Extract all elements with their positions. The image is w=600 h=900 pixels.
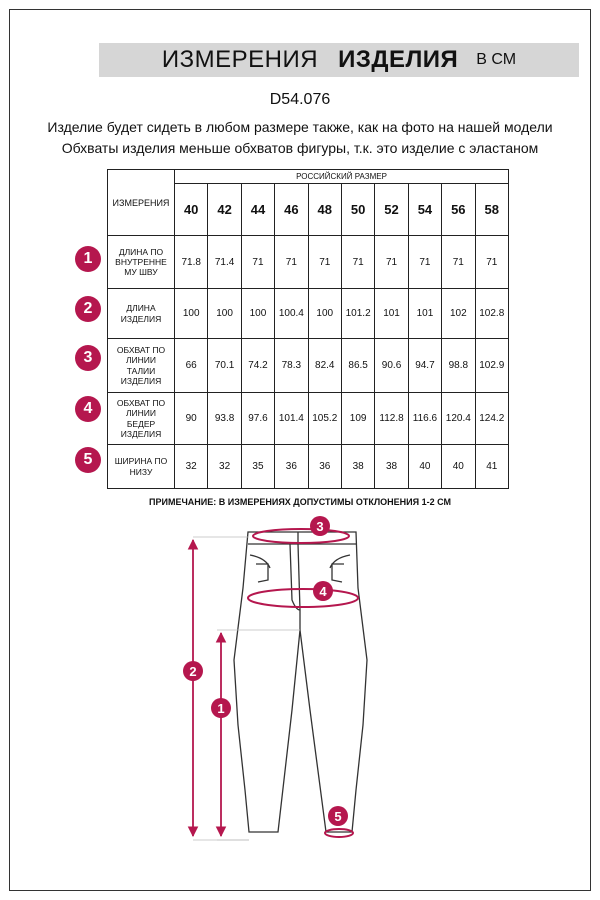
article-number: D54.076 <box>269 91 331 108</box>
marker-hip <box>313 581 333 601</box>
value-cell: 71 <box>375 236 408 289</box>
row-number-badge: 2 <box>75 296 101 322</box>
value-cell: 71 <box>241 236 274 289</box>
value-cell: 102.8 <box>475 289 508 339</box>
value-cell: 71 <box>275 236 308 289</box>
marker-length <box>183 661 203 681</box>
value-cell: 32 <box>208 445 241 489</box>
size-header: 42 <box>208 184 241 236</box>
value-cell: 66 <box>175 339 208 393</box>
value-cell: 100.4 <box>275 289 308 339</box>
value-cell: 71.8 <box>175 236 208 289</box>
row-label-line: ДЛИНА ПО <box>118 246 164 257</box>
size-header: 56 <box>442 184 475 236</box>
title-normal: ИЗМЕРЕНИЯ <box>161 46 319 73</box>
svg-text:4: 4 <box>319 584 327 599</box>
row-label-line: ИЗДЕЛИЯ <box>120 313 162 324</box>
row-label-line: ИЗДЕЛИЯ <box>120 428 162 439</box>
measure-header: ИЗМЕРЕНИЯ <box>108 170 175 236</box>
value-cell: 100 <box>241 289 274 339</box>
row-number-badge: 3 <box>75 345 101 371</box>
row-label <box>108 339 175 393</box>
value-cell: 90 <box>175 393 208 445</box>
size-header: 54 <box>408 184 441 236</box>
row-label-line: ШИРИНА ПО <box>114 456 168 467</box>
value-cell: 35 <box>241 445 274 489</box>
row-label <box>108 445 175 489</box>
row-label-line: ЛИНИИ <box>125 408 157 419</box>
value-cell: 38 <box>341 445 374 489</box>
hem-ellipse <box>325 829 353 837</box>
value-cell: 40 <box>408 445 441 489</box>
value-cell: 41 <box>475 445 508 489</box>
table-row <box>108 393 509 445</box>
row-label-line: БЕДЕР <box>126 418 156 429</box>
row-label-line: НИЗУ <box>129 466 153 477</box>
size-header: 44 <box>241 184 274 236</box>
trousers-diagram <box>0 510 600 900</box>
value-cell: 97.6 <box>241 393 274 445</box>
size-header: 48 <box>308 184 341 236</box>
value-cell: 101.2 <box>341 289 374 339</box>
row-label-line: ТАЛИИ <box>126 365 156 376</box>
value-cell: 124.2 <box>475 393 508 445</box>
size-header: 58 <box>475 184 508 236</box>
size-header: 52 <box>375 184 408 236</box>
value-cell: 71 <box>341 236 374 289</box>
marker-hem <box>328 806 348 826</box>
svg-text:3: 3 <box>316 519 324 534</box>
row-number-badge: 4 <box>75 396 101 422</box>
note-text: ПРИМЕЧАНИЕ: В ИЗМЕРЕНИЯХ ДОПУСТИМЫ ОТКЛОНЕНИЯ 1-2 СМ <box>149 497 451 507</box>
title-band <box>99 43 579 77</box>
russian-size-header: РОССИЙСКИЙ РАЗМЕР <box>175 170 509 184</box>
size-header: 40 <box>175 184 208 236</box>
table-row <box>108 289 509 339</box>
value-cell: 116.6 <box>408 393 441 445</box>
value-cell: 112.8 <box>375 393 408 445</box>
value-cell: 86.5 <box>341 339 374 393</box>
value-cell: 32 <box>175 445 208 489</box>
value-cell: 101 <box>375 289 408 339</box>
subtitle-line-1: Изделие будет сидеть в любом размере также, как на фото на нашей модели <box>47 119 553 135</box>
value-cell: 94.7 <box>408 339 441 393</box>
value-cell: 98.8 <box>442 339 475 393</box>
row-number-badge: 1 <box>75 246 101 272</box>
value-cell: 38 <box>375 445 408 489</box>
value-cell: 71 <box>442 236 475 289</box>
svg-text:1: 1 <box>217 701 225 716</box>
value-cell: 71 <box>308 236 341 289</box>
hip-ellipse <box>248 589 358 607</box>
value-cell: 120.4 <box>442 393 475 445</box>
marker-inseam <box>211 698 231 718</box>
value-cell: 90.6 <box>375 339 408 393</box>
value-cell: 105.2 <box>308 393 341 445</box>
row-label-line: ВНУТРЕННЕ <box>115 256 167 267</box>
table-body <box>108 236 509 489</box>
table-row <box>108 445 509 489</box>
row-label <box>108 289 175 339</box>
svg-text:5: 5 <box>334 809 342 824</box>
svg-text:2: 2 <box>189 664 197 679</box>
row-label <box>108 393 175 445</box>
value-cell: 102 <box>442 289 475 339</box>
table-row <box>108 236 509 289</box>
row-label <box>108 236 175 289</box>
size-header: 50 <box>341 184 374 236</box>
value-cell: 78.3 <box>275 339 308 393</box>
value-cell: 100 <box>308 289 341 339</box>
value-cell: 40 <box>442 445 475 489</box>
value-cell: 101.4 <box>275 393 308 445</box>
value-cell: 101 <box>408 289 441 339</box>
size-table <box>107 169 509 489</box>
value-cell: 71 <box>408 236 441 289</box>
value-cell: 36 <box>308 445 341 489</box>
value-cell: 102.9 <box>475 339 508 393</box>
row-label-line: ОБХВАТ ПО <box>116 345 166 356</box>
row-label-line: ДЛИНА <box>126 303 156 314</box>
title-unit: В СМ <box>476 51 517 68</box>
subtitle-line-2: Обхваты изделия меньше обхватов фигуры, т.к. это изделие с эластаном <box>61 140 539 156</box>
row-label-line: ЛИНИИ <box>125 355 157 366</box>
value-cell: 93.8 <box>208 393 241 445</box>
value-cell: 74.2 <box>241 339 274 393</box>
marker-waist <box>310 516 330 536</box>
row-label-line: МУ ШВУ <box>124 267 158 278</box>
row-label-line: ИЗДЕЛИЯ <box>120 375 162 386</box>
title-bold: ИЗДЕЛИЯ <box>338 46 459 73</box>
size-header: 46 <box>275 184 308 236</box>
value-cell: 70.1 <box>208 339 241 393</box>
value-cell: 82.4 <box>308 339 341 393</box>
table-row <box>108 339 509 393</box>
value-cell: 109 <box>341 393 374 445</box>
value-cell: 100 <box>175 289 208 339</box>
row-number-badge: 5 <box>75 447 101 473</box>
value-cell: 36 <box>275 445 308 489</box>
row-label-line: ОБХВАТ ПО <box>116 398 166 409</box>
value-cell: 100 <box>208 289 241 339</box>
value-cell: 71 <box>475 236 508 289</box>
value-cell: 71.4 <box>208 236 241 289</box>
waist-ellipse <box>253 529 349 543</box>
trousers-outline <box>234 532 367 832</box>
